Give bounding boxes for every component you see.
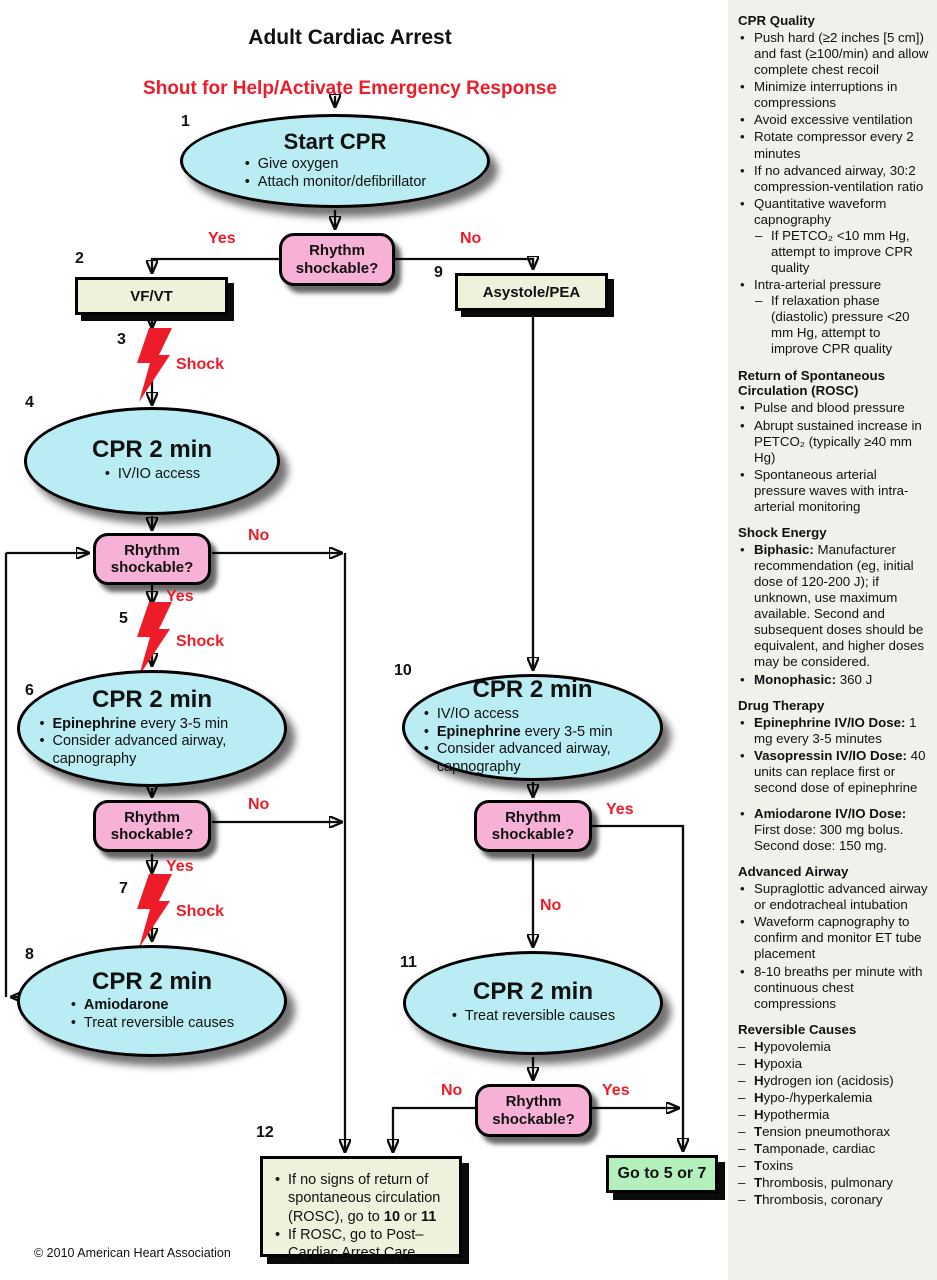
node-cpr-2min-4	[24, 407, 280, 515]
sidebar-section-heading: Shock Energy	[738, 524, 827, 540]
sidebar-item	[738, 1158, 929, 1174]
branch-label-yes: Yes	[166, 588, 194, 605]
sidebar-item-text: 8-10 breaths per minute with continuous chest compressions	[754, 963, 923, 1011]
page-title: Adult Cardiac Arrest	[248, 26, 452, 49]
sidebar-item	[738, 1107, 929, 1123]
shock-bolt-icon	[137, 328, 172, 402]
bullet-marker: •	[740, 277, 745, 293]
sidebar-item-text: Hypovolemia	[754, 1038, 831, 1054]
node-asystole-pea	[455, 273, 608, 311]
bullet-item: • Amiodarone	[70, 997, 234, 1015]
sidebar-item-text: Waveform capnography to confirm and monitor ET tube placement	[754, 914, 922, 962]
sidebar-item-text: Hypoxia	[754, 1055, 803, 1071]
step-number-10: 10	[394, 662, 412, 679]
copyright-text: © 2010 American Heart Association	[34, 1246, 231, 1260]
sidebar-subitem-text: If PETCO₂ <10 mm Hg, attempt to improve CPR quality	[771, 227, 913, 276]
dash-marker: –	[738, 1107, 746, 1123]
bullet-item: • IV/IO access	[104, 466, 200, 484]
step-number-6: 6	[25, 682, 34, 699]
sidebar-section	[738, 1022, 929, 1209]
bullet-item: • Epinephrine every 3-5 min	[38, 716, 265, 734]
sidebar-item	[738, 277, 929, 293]
sidebar-item-text: Thrombosis, coronary	[754, 1192, 883, 1208]
sidebar-item-text: Hydrogen ion (acidosis)	[754, 1072, 894, 1088]
node-bullets	[451, 1008, 615, 1026]
bullet-item: • Treat reversible causes	[70, 1015, 234, 1033]
bullet-marker: •	[740, 195, 745, 211]
node-start-cpr	[180, 114, 490, 208]
sidebar-item-text: Supraglottic advanced airway or endotracheal intubation	[754, 881, 928, 913]
connector-rhythm1-no-asystole	[395, 259, 533, 268]
bullet-item: • Treat reversible causes	[451, 1008, 615, 1026]
node-bullets	[273, 1171, 453, 1262]
branch-label-yes: Yes	[606, 801, 634, 818]
bullet-item: • Attach monitor/defibrillator	[244, 174, 426, 192]
sidebar-item-text: Avoid excessive ventilation	[754, 112, 913, 128]
decision-rhythm-shockable-2	[93, 533, 211, 585]
sidebar-item	[738, 672, 929, 688]
branch-label-yes: Yes	[208, 230, 236, 247]
step-number-5: 5	[119, 610, 128, 627]
sidebar-item	[738, 129, 929, 161]
step-number-7: 7	[119, 880, 128, 897]
sidebar-item	[738, 1056, 929, 1072]
node-cpr-2min-11	[403, 951, 663, 1055]
dash-marker: –	[738, 1124, 746, 1140]
bullet-marker: •	[740, 881, 745, 897]
sidebar-item-text: Push hard (≥2 inches [5 cm]) and fast (≥100/min) and allow complete chest recoil	[754, 29, 929, 78]
node-go-to-5-or-7	[606, 1155, 718, 1193]
sidebar-item	[738, 715, 929, 747]
bullet-marker: •	[740, 805, 745, 821]
sidebar-item-text: Thrombosis, pulmonary	[754, 1175, 893, 1191]
sidebar-item-text: If no advanced airway, 30:2 compression-ventilation ratio	[754, 162, 924, 194]
branch-label-no: No	[540, 897, 562, 914]
sidebar-item	[738, 748, 929, 796]
node-cpr-2min-6	[17, 670, 287, 787]
sidebar-item	[738, 1175, 929, 1191]
node-bullets	[104, 466, 200, 484]
sidebar-item-text: Abrupt sustained increase in PETCO₂ (typically ≥40 mm Hg)	[754, 417, 922, 465]
sidebar-subitem	[738, 228, 929, 276]
sidebar-section-heading: Drug Therapy	[738, 697, 825, 713]
node-bullets	[244, 156, 426, 191]
sidebar-item	[738, 1039, 929, 1055]
sidebar-item-text: Monophasic: 360 J	[754, 671, 873, 687]
node-title: CPR 2 min	[472, 676, 593, 704]
sidebar-section-heading: CPR Quality	[738, 13, 815, 28]
sidebar-item-text: Hypo-/hyperkalemia	[754, 1089, 873, 1105]
bullet-marker: •	[740, 417, 745, 433]
sidebar-item	[738, 1124, 929, 1140]
sidebar-item-text: Spontaneous arterial pressure waves with intra-arterial monitoring	[754, 466, 909, 514]
sidebar-item-text: Biphasic: Manufacturer recommendation (eg, initial dose of 120-200 J); if unknown, use maximum available. Second and subsequent doses should be equivalent, and higher doses may be considered.	[754, 541, 925, 670]
bullet-marker: •	[740, 541, 745, 557]
bullet-marker: •	[740, 162, 745, 178]
node-cpr-2min-10	[402, 674, 663, 781]
step-number-11: 11	[400, 954, 417, 971]
bullet-marker: •	[740, 466, 745, 482]
sidebar-item	[738, 196, 929, 228]
bullet-marker: •	[740, 963, 745, 979]
sidebar-item	[738, 806, 929, 854]
sidebar-item-text: Intra-arterial pressure	[754, 277, 882, 293]
node-title: CPR 2 min	[91, 436, 213, 464]
sidebar-item-text: Rotate compressor every 2 minutes	[754, 129, 914, 161]
step-number-9: 9	[434, 264, 443, 281]
node-label: Asystole/PEA	[482, 283, 581, 301]
connector-rhythm5-no-note12	[393, 1108, 477, 1151]
sidebar-item	[738, 1073, 929, 1089]
sidebar-item	[738, 914, 929, 962]
branch-label-no: No	[248, 527, 270, 544]
step-number-2: 2	[75, 250, 84, 267]
node-label: VF/VT	[130, 287, 173, 305]
dash-marker: –	[738, 1072, 746, 1088]
step-number-12: 12	[256, 1124, 274, 1141]
shock-label: Shock	[176, 903, 225, 920]
sidebar-section-heading: Return of Spontaneous Circulation (ROSC)	[738, 367, 885, 399]
decision-rhythm-shockable-3	[93, 800, 211, 852]
bullet-item: • If no signs of return of spontaneous circulation (ROSC), go to 10 or 11	[273, 1171, 453, 1226]
sidebar-item	[738, 964, 929, 1012]
bullet-marker: •	[740, 129, 745, 145]
sidebar-section	[738, 698, 929, 855]
dash-marker: –	[738, 1038, 746, 1054]
bullet-marker: •	[740, 747, 745, 763]
sidebar-subitem	[738, 293, 929, 357]
shock-bolt-icon	[137, 874, 172, 948]
node-bullets	[38, 716, 265, 769]
decision-rhythm-shockable-5	[475, 1084, 592, 1137]
bullet-item: • Consider advanced airway, capnography	[38, 733, 265, 768]
sidebar-item	[738, 112, 929, 128]
dash-marker: –	[738, 1089, 746, 1105]
bullet-marker: •	[740, 400, 745, 416]
dash-marker: –	[755, 293, 763, 309]
shock-label: Shock	[176, 633, 225, 650]
node-bullets	[423, 706, 642, 777]
bullet-item: • Consider advanced airway, capnography	[423, 741, 642, 776]
shock-label: Shock	[176, 356, 225, 373]
bullet-marker: •	[740, 671, 745, 687]
decision-label: Rhythm shockable?	[110, 808, 194, 843]
sidebar-item	[738, 30, 929, 78]
sidebar-section-heading: Reversible Causes	[738, 1021, 857, 1037]
sidebar	[728, 0, 937, 1280]
sidebar-item-text: Quantitative waveform capnography	[754, 195, 887, 227]
node-title: Start CPR	[283, 128, 387, 154]
sidebar-item-text: Epinephrine IV/IO Dose: 1 mg every 3-5 minutes	[754, 714, 917, 746]
sidebar-item-text: Hypothermia	[754, 1107, 830, 1123]
bullet-item: • If ROSC, go to Post–Cardiac Arrest Care	[273, 1226, 453, 1263]
sidebar-item	[738, 881, 929, 913]
dash-marker: –	[738, 1158, 746, 1174]
sidebar-section	[738, 368, 929, 515]
dash-marker: –	[738, 1175, 746, 1191]
shock-bolt-icon	[137, 602, 172, 676]
step-number-8: 8	[25, 946, 34, 963]
sidebar-item	[738, 542, 929, 671]
sidebar-item-text: Toxins	[754, 1158, 794, 1174]
bullet-marker: •	[740, 112, 745, 128]
step-number-1: 1	[181, 113, 190, 130]
branch-label-no: No	[441, 1082, 463, 1099]
dash-marker: –	[755, 227, 763, 243]
decision-label: Rhythm shockable?	[491, 808, 575, 843]
dash-marker: –	[738, 1192, 746, 1208]
sidebar-section	[738, 864, 929, 1012]
emergency-response-heading: Shout for Help/Activate Emergency Response	[143, 78, 557, 99]
sidebar-sections	[738, 13, 929, 1209]
step-number-3: 3	[117, 331, 126, 348]
bullet-marker: •	[740, 714, 745, 730]
sidebar-item-text: Tamponade, cardiac	[754, 1141, 876, 1157]
node-title: CPR 2 min	[472, 978, 594, 1006]
decision-label: Rhythm shockable?	[295, 242, 379, 277]
dash-marker: –	[738, 1055, 746, 1071]
step-number-4: 4	[25, 394, 34, 411]
node-title: CPR 2 min	[91, 686, 213, 714]
sidebar-item	[738, 418, 929, 466]
branch-label-yes: Yes	[166, 858, 194, 875]
bullet-item: • Give oxygen	[244, 156, 426, 174]
sidebar-item-text: Pulse and blood pressure	[754, 400, 905, 416]
decision-rhythm-shockable-4	[474, 800, 592, 852]
bullet-marker: •	[740, 79, 745, 95]
sidebar-section-heading: Advanced Airway	[738, 864, 849, 880]
branch-label-no: No	[460, 230, 482, 247]
sidebar-item-text: Amiodarone IV/IO Dose: First dose: 300 mg bolus. Second dose: 150 mg.	[754, 805, 907, 854]
decision-label: Rhythm shockable?	[492, 1093, 575, 1128]
sidebar-item-text: Minimize interruptions in compressions	[754, 79, 898, 111]
sidebar-section	[738, 13, 929, 358]
sidebar-subitem-text: If relaxation phase (diastolic) pressure <20 mm Hg, attempt to improve CPR quality	[771, 293, 910, 357]
branch-label-no: No	[248, 796, 270, 813]
decision-label: Rhythm shockable?	[110, 541, 194, 576]
sidebar-item	[738, 1141, 929, 1157]
connector-rhythm1-yes-vfvt	[152, 259, 283, 272]
node-bullets	[70, 997, 234, 1032]
branch-label-yes: Yes	[602, 1082, 630, 1099]
sidebar-item-text: Vasopressin IV/IO Dose: 40 units can replace first or second dose of epinephrine	[754, 747, 926, 795]
node-rosc-note-12	[260, 1156, 462, 1262]
sidebar-item	[738, 467, 929, 515]
sidebar-item	[738, 163, 929, 195]
node-cpr-2min-8	[17, 945, 287, 1057]
dash-marker: –	[738, 1141, 746, 1157]
bullet-marker: •	[740, 29, 745, 45]
bullet-marker: •	[740, 914, 745, 930]
sidebar-item	[738, 1192, 929, 1208]
node-vf-vt	[75, 277, 228, 315]
node-label: Go to 5 or 7	[617, 1165, 707, 1182]
sidebar-item	[738, 79, 929, 111]
bullet-item: • Epinephrine every 3-5 min	[423, 724, 642, 742]
sidebar-item-text: Tension pneumothorax	[754, 1124, 891, 1140]
sidebar-item	[738, 400, 929, 416]
sidebar-section	[738, 525, 929, 688]
sidebar-item	[738, 1090, 929, 1106]
node-title: CPR 2 min	[91, 967, 213, 995]
decision-rhythm-shockable-1	[279, 233, 395, 286]
bullet-item: • IV/IO access	[423, 706, 642, 724]
